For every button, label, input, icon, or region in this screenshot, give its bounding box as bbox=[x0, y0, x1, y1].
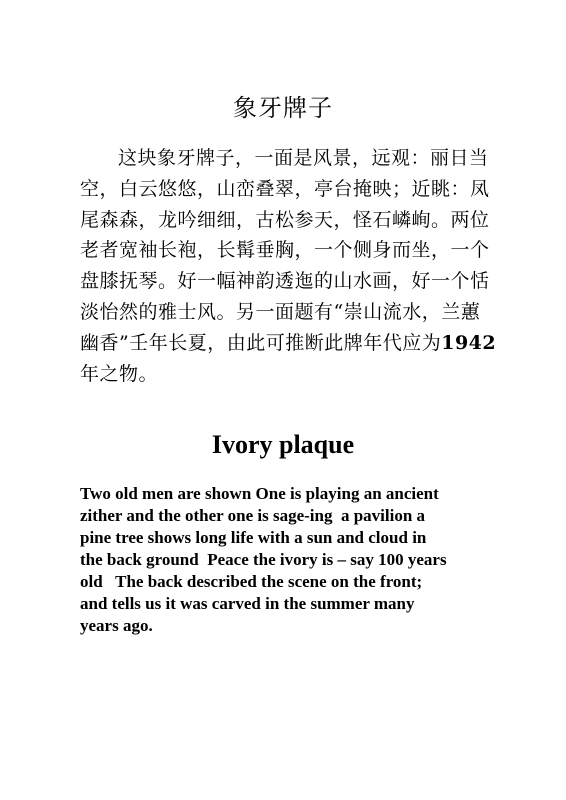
english-line: the back ground Peace the ivory is – say 100 years bbox=[80, 550, 447, 569]
year-number: 1942 bbox=[441, 331, 497, 354]
chinese-line: 这块象牙牌子，一面是风景，远观：丽日当 bbox=[118, 147, 489, 169]
english-line: years ago. bbox=[80, 616, 153, 635]
chinese-line-with-year bbox=[80, 328, 497, 359]
chinese-title: 象牙牌子 bbox=[233, 94, 333, 122]
chinese-line: 淡怡然的雅士风。另一面题有“崇山流水，兰蕙 bbox=[80, 300, 481, 323]
chinese-line: 空，白云悠悠，山峦叠翠，亭台掩映；近眺：凤 bbox=[80, 177, 490, 200]
english-line: and tells us it was carved in the summer many bbox=[80, 594, 415, 613]
english-line: zither and the other one is sage-ing a pavilion a bbox=[80, 506, 426, 525]
chinese-line: 尾森森，龙吟细细，古松参天，怪石嶙峋。两位 bbox=[80, 208, 490, 231]
chinese-line: 老者宽袖长袍，长髯垂胸，一个侧身而坐，一个 bbox=[80, 239, 490, 262]
chinese-paragraph bbox=[80, 143, 497, 389]
english-paragraph bbox=[80, 483, 500, 637]
english-line: pine tree shows long life with a sun and cloud in bbox=[80, 528, 427, 547]
chinese-line-text: 幽香”壬年长夏，由此可推断此牌年代应为 bbox=[80, 331, 442, 354]
english-line: Two old men are shown One is playing an ancient bbox=[80, 484, 439, 503]
english-line: old The back described the scene on the front; bbox=[80, 572, 423, 591]
english-title: Ivory plaque bbox=[211, 430, 355, 459]
chinese-line: 盘膝抚琴。好一幅神韵透迤的山水画，好一个恬 bbox=[80, 270, 490, 293]
chinese-line: 年之物。 bbox=[80, 362, 159, 385]
